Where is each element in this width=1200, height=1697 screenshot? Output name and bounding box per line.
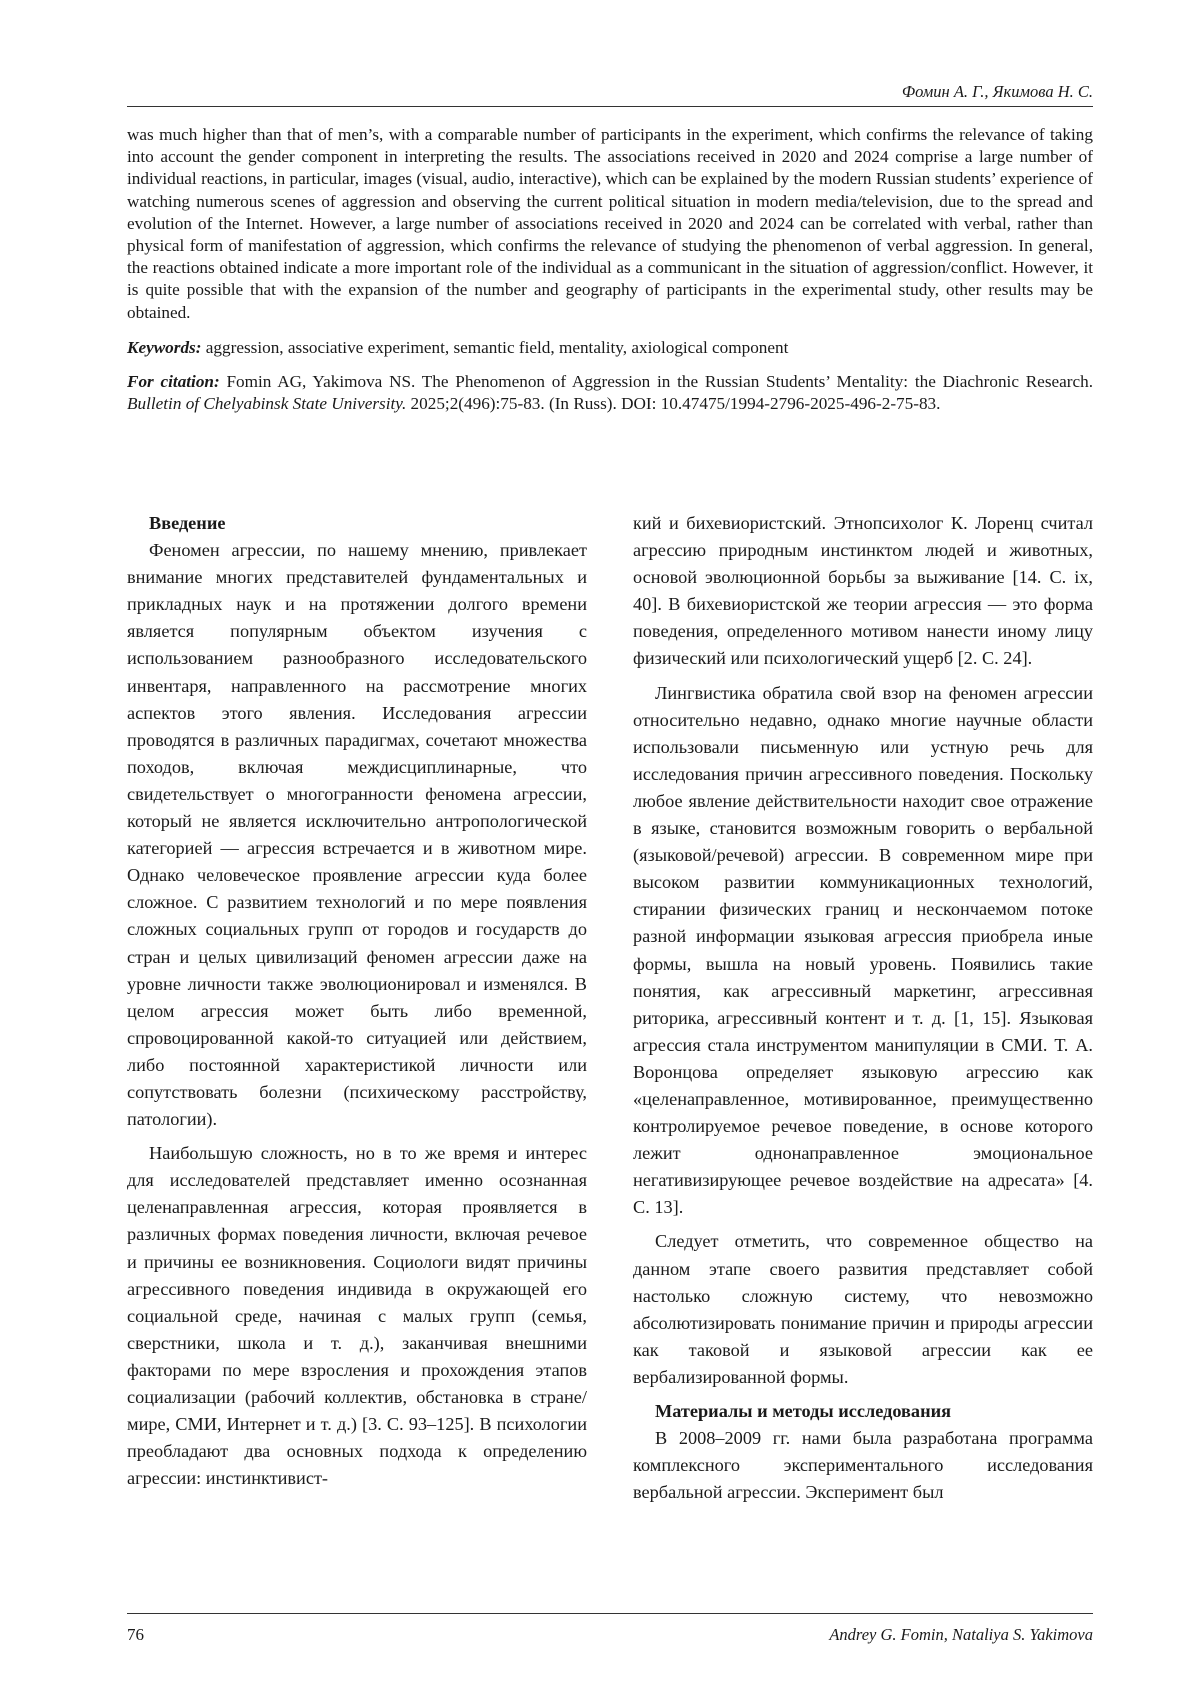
keywords-text: aggression, associative experiment, semantic field, mentality, axiological component <box>205 337 789 357</box>
paragraph: Наибольшую сложность, но в то же время и интерес для исследователей представляет именно осознанная целенаправленная агрессия, которая проявляется в различных формах поведения личности, включая речевое и причины ее возникновения. Социологи видят причины агрессивного поведения индивида в окружающей его социальной среде, начиная с малых групп (семья, сверстники, школа и т. д.), заканчивая внешними факторами по мере взросления и прохождения этапов социализации (рабочий коллектив, обстановка в стране/мире, СМИ, Интернет и т. д.) [3. С. 93–125]. В психологии преобладают два основных подхода к определению агрессии: инстинктивист- <box>127 1143 587 1489</box>
paragraph: Феномен агрессии, по нашему мнению, привлекает внимание многих представителей фундаментальных и прикладных наук и на протяжении долгого времени является популярным объектом изучения с использованием разнообразного исследовательского инвентаря, направленного на рассмотрение многих аспектов этого явления. Исследования агрессии проводятся в различных парадигмах, сочетают множества походов, включая междисциплинарные, что свидетельствует о многогранности феномена агрессии, который не является исключительно антропологической категорией — агрессия встречается и в животном мире. Однако человеческое проявление агрессии куда более сложное. С развитием технологий и по мере появления сложных социальных групп от городов и государств до стран и целых цивилизаций феномен агрессии даже на уровне личности также эволюционировал и изменялся. В целом агрессия может быть либо временной, спровоцированной какой-то ситуацией или действием, либо постоянной характеристикой личности или сопутствовать болезни (психическому расстройству, патологии). <box>127 540 587 1130</box>
citation-line <box>127 371 1093 415</box>
body-columns <box>127 510 1093 1513</box>
keywords-label: Keywords: <box>127 337 202 357</box>
paragraph: Следует отметить, что современное общество на данном этапе своего развития представляет собой настолько сложную систему, что невозможно абсолютизировать понимание причин и природы агрессии как таковой и языковой агрессии как ее вербализированной формы. <box>633 1231 1093 1387</box>
footer-authors: Andrey G. Fomin, Nataliya S. Yakimova <box>829 1625 1093 1644</box>
abstract-block <box>127 124 1093 415</box>
citation-text: Fomin AG, Yakimova NS. The Phenomenon of Aggression in the Russian Students’ Mentality: the Diachronic Research. <box>226 372 1094 392</box>
citation-details: 2025;2(496):75-83. (In Russ). DOI: 10.47475/1994-2796-2025-496-2-75-83. <box>410 394 941 414</box>
citation-journal: Bulletin of Chelyabinsk State University. <box>127 394 407 414</box>
running-head: Фомин А. Г., Якимова Н. С. <box>127 82 1093 107</box>
section-heading-methods: Материалы и методы исследования <box>655 1401 952 1421</box>
abstract-text: was much higher than that of men’s, with a comparable number of participants in the experiment, which confirms the relevance of taking into account the gender component in interpreting the results. The associations received in 2020 and 2024 comprise a large number of individual reactions, in particular, images (visual, audio, interactive), which can be explained by the modern Russian students’ experience of watching numerous scenes of aggression and observing the current political situation in modern media/television, due to the spread and evolution of the Internet. However, a large number of associations received in 2020 and 2024 can be correlated with verbal, rather than physical form of manifestation of aggression, which confirms the relevance of studying the phenomenon of verbal aggression. In general, the reactions obtained indicate a more important role of the individual as a communicant in the situation of aggression/conflict. However, it is quite possible that with the expansion of the number and geography of participants in the experimental study, other results may be obtained. <box>127 125 1093 322</box>
page-number: 76 <box>127 1625 144 1644</box>
citation-label: For citation: <box>127 372 220 392</box>
paragraph-continuation: кий и бихевиористский. Этнопсихолог К. Лоренц считал агрессию природным инстинктом людей и животных, основой эволюционной борьбы за выживание [14. С. ix, 40]. В бихевиористской же теории агрессия — это форма поведения, определенного мотивом нанести иному лицу физический или психологический ущерб [2. С. 24]. <box>633 513 1093 669</box>
paragraph: Лингвистика обратила свой взор на феномен агрессии относительно недавно, однако многие научные области использовали письменную или устную речь для исследования причин агрессивного поведения. Поскольку любое явление действительности находит свое отражение в языке, становится возможным говорить о вербальной (языковой/речевой) агрессии. В современном мире при высоком развитии коммуникационных технологий, стирании физических границ и нескончаемом потоке разной информации языковая агрессия приобрела иные формы, вышла на новый уровень. Появились такие понятия, как агрессивный маркетинг, агрессивная риторика, агрессивный контент и т. д. [1, 15]. Языковая агрессия стала инструментом манипуляции в СМИ. Т. А. Воронцова определяет языковую агрессию как «целенаправленное, мотивированное, преимущественно контролируемое речевое поведение, в основе которого лежит однонаправленное эмоциональное негативизирующее речевое воздействие на адресата» [4. С. 13]. <box>633 682 1093 1218</box>
section-heading-introduction: Введение <box>149 513 226 533</box>
footer-rule <box>127 1613 1093 1614</box>
left-column <box>127 510 587 1513</box>
right-column <box>633 510 1093 1513</box>
keywords-line <box>127 337 1093 359</box>
paragraph: В 2008–2009 гг. нами была разработана программа комплексного экспериментального исследования вербальной агрессии. Эксперимент был <box>633 1428 1093 1503</box>
